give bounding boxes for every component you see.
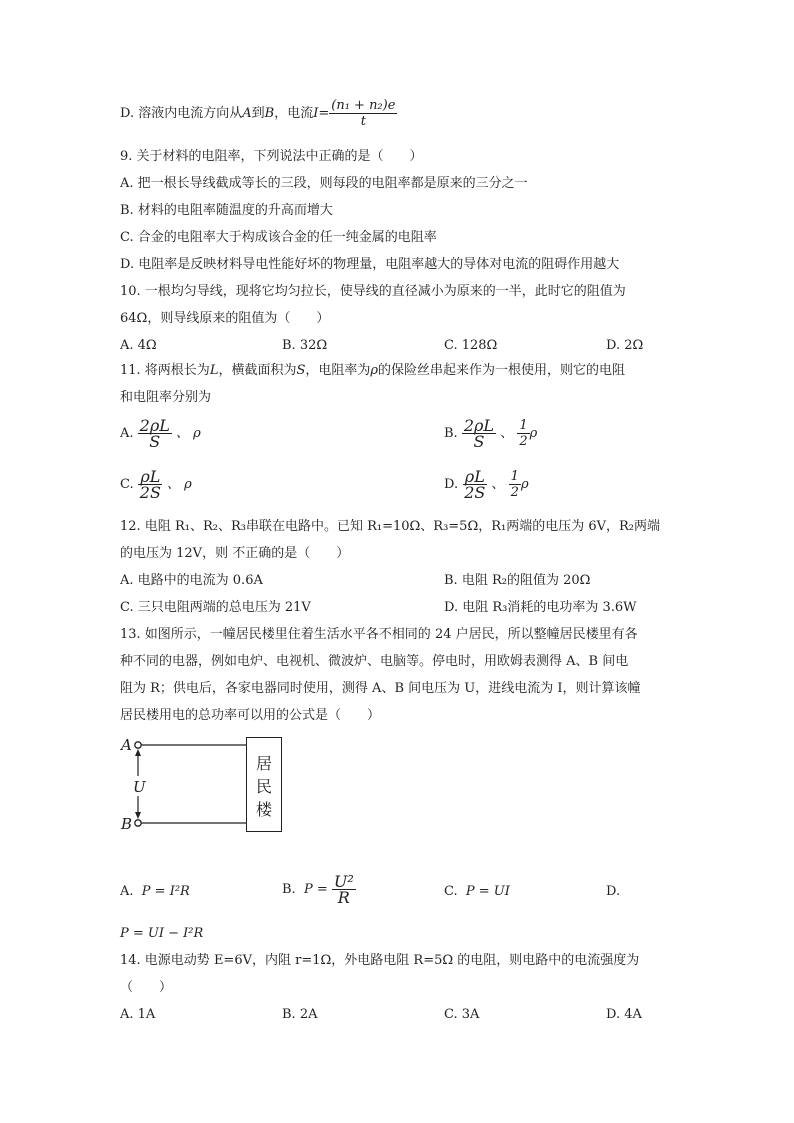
q11-stem-text-2: ，横截面积为: [218, 363, 297, 378]
building-char-2: 民: [255, 777, 272, 796]
q11-b-numerator: 2ρL: [463, 416, 495, 435]
figure-label-u: U: [133, 778, 146, 796]
q11-d-numerator: ρL: [464, 467, 485, 486]
q9-option-b: B. 材料的电阻率随温度的升高而增大: [120, 203, 333, 218]
q11-stem-line1: [120, 362, 625, 380]
q8-d-denominator: t: [360, 114, 366, 129]
q10-option-a: A. 4Ω: [120, 338, 157, 353]
q11-option-d: [444, 469, 529, 500]
q11-c-numerator: ρL: [140, 467, 161, 486]
q14-option-a: A. 1A: [120, 1007, 156, 1022]
q13-stem-line4: 居民楼用电的总功率可以用的公式是（ ）: [120, 708, 381, 723]
q11-stem-line2: 和电阻率分别为: [120, 390, 212, 405]
q11-b-rho: ρ: [529, 426, 538, 441]
q9-option-a: A. 把一根长导线截成等长的三段，则每段的电阻率都是原来的三分之一: [120, 176, 528, 191]
q14-stem-line1: 14. 电源电动势 E=6V，内阻 r=1Ω，外电路电阻 R=5Ω 的电阻，则电路中的电流强度为: [120, 953, 640, 968]
q11-a-denominator: S: [149, 432, 161, 451]
q11-a-numerator: 2ρL: [139, 416, 170, 435]
q11-d-half-num: 1: [510, 469, 519, 484]
q11-stem-text-4: 的保险丝串起来作为一根使用，则它的电阻: [378, 363, 626, 378]
q13-option-c: [444, 883, 510, 901]
q11-b-denominator: S: [473, 432, 485, 451]
q8-d-var-i: I=: [313, 106, 330, 121]
q10-option-b: B. 32Ω: [282, 338, 328, 353]
q12-option-d: D. 电阻 R₃消耗的电功率为 3.6W: [444, 600, 637, 615]
q11-stem-text-1: 11. 将两根长为: [120, 363, 210, 378]
q11-d-label: D.: [444, 477, 459, 492]
q14-option-d: D. 4A: [606, 1007, 642, 1022]
q11-b-label: B.: [444, 426, 458, 441]
q10-stem-line1: 10. 一根均匀导线，现将它均匀拉长，使导线的直径减小为原来的一半，此时它的阻值为: [120, 284, 626, 299]
q8-option-d: [120, 98, 397, 129]
q12-stem-line1: 12. 电阻 R₁、R₂、R₃串联在电路中。已知 R₁=10Ω、R₃=5Ω，R₁两端的电压为 6V，R₂两端: [120, 519, 661, 534]
q11-a-label: A.: [120, 426, 134, 441]
figure-label-b: B: [121, 815, 133, 833]
q11-var-l: L: [209, 363, 219, 378]
q12-stem-line2: 的电压为 12V，则 不正确的是（ ）: [120, 546, 350, 561]
q8-d-var-b: B: [264, 106, 275, 121]
q14-option-b: B. 2A: [282, 1007, 318, 1022]
q11-d-rho: ρ: [520, 477, 529, 492]
q11-option-b: [444, 418, 537, 449]
q13-option-b: [282, 874, 356, 905]
q14-option-c: C. 3A: [444, 1007, 480, 1022]
q14-stem-line2: （ ）: [120, 980, 173, 995]
q11-b-half: [517, 418, 529, 449]
q12-option-a: A. 电路中的电流为 0.6A: [120, 573, 263, 588]
voltage-arrowhead-up: [135, 749, 141, 756]
q13-a-formula: P = I²R: [141, 884, 190, 899]
q11-b-fraction: [462, 418, 496, 449]
q13-stem-line3: 阻为 R；供电后，各家电器同时使用，测得 A、B 间电压为 U，进线电流为 I，则计算该幢: [120, 681, 641, 696]
q13-b-denominator: R: [337, 888, 350, 907]
q11-a-fraction: [138, 418, 172, 449]
q9-option-c: C. 合金的电阻率大于构成该合金的任一纯金属的电阻率: [120, 230, 437, 245]
terminal-b-circle: [135, 820, 141, 826]
q11-option-c: [120, 469, 192, 500]
q13-a-label: A.: [120, 884, 134, 899]
q11-a-rho: 、 ρ: [176, 426, 201, 441]
q13-b-p: P =: [303, 882, 328, 897]
q8-d-fraction: [329, 98, 397, 129]
q11-b-sep: 、: [500, 426, 514, 441]
q11-c-label: C.: [120, 477, 134, 492]
q13-option-d-formula: P = UI − I²R: [120, 926, 204, 941]
q11-c-rho: 、 ρ: [167, 477, 192, 492]
q8-d-mid: ，电流: [274, 106, 314, 121]
q11-d-fraction: [462, 469, 487, 500]
building-char-1: 居: [255, 754, 272, 773]
q8-d-numerator: (n₁ + n₂)e: [331, 98, 396, 113]
q8-d-var-a: A: [242, 106, 252, 121]
q13-c-label: C.: [444, 884, 458, 899]
terminal-a-circle: [135, 742, 141, 748]
q11-c-denominator: 2S: [139, 483, 161, 502]
building-char-3: 楼: [255, 800, 272, 819]
q13-b-label: B.: [282, 882, 296, 897]
q13-c-formula: P = UI: [465, 884, 510, 899]
figure-label-a: A: [121, 736, 132, 754]
q10-stem-line2: 64Ω，则导线原来的阻值为（ ）: [120, 311, 330, 326]
q12-option-c: C. 三只电阻两端的总电压为 21V: [120, 600, 311, 615]
q13-option-a: [120, 883, 190, 901]
q10-option-c: C. 128Ω: [444, 338, 498, 353]
q11-var-rho: ρ: [370, 363, 379, 378]
q8-d-to: 到: [251, 106, 265, 121]
q9-stem: 9. 关于材料的电阻率，下列说法中正确的是（ ）: [120, 149, 423, 164]
q11-d-half: [509, 469, 521, 500]
q11-d-denominator: 2S: [464, 483, 486, 502]
q13-b-fraction: [332, 874, 356, 905]
q11-b-half-num: 1: [519, 418, 528, 433]
q11-var-s: S: [296, 363, 306, 378]
q11-d-sep: 、: [491, 477, 505, 492]
q13-b-numerator: U²: [333, 872, 354, 891]
q13-stem-line2: 种不同的电器，例如电炉、电视机、微波炉、电脑等。停电时，用欧姆表测得 A、B 间电: [120, 654, 629, 669]
q11-d-half-den: 2: [510, 485, 519, 500]
q12-option-b: B. 电阻 R₂的阻值为 20Ω: [444, 573, 591, 588]
q11-option-a: [120, 418, 201, 449]
q10-option-d: D. 2Ω: [606, 338, 644, 353]
q8-d-text: D. 溶液内电流方向从: [120, 106, 243, 121]
q11-b-half-den: 2: [519, 434, 528, 449]
q13-option-d-label: D.: [606, 884, 621, 899]
q13-stem-line1: 13. 如图所示，一幢居民楼里住着生活水平各不相同的 24 户居民，所以整幢居民楼里有各: [120, 627, 638, 642]
q9-option-d: D. 电阻率是反映材料导电性能好坏的物理量，电阻率越大的导体对电流的阻碍作用越大: [120, 257, 620, 272]
voltage-arrowhead-down: [135, 812, 141, 819]
q11-c-fraction: [138, 469, 163, 500]
q11-stem-text-3: ，电阻率为: [305, 363, 371, 378]
